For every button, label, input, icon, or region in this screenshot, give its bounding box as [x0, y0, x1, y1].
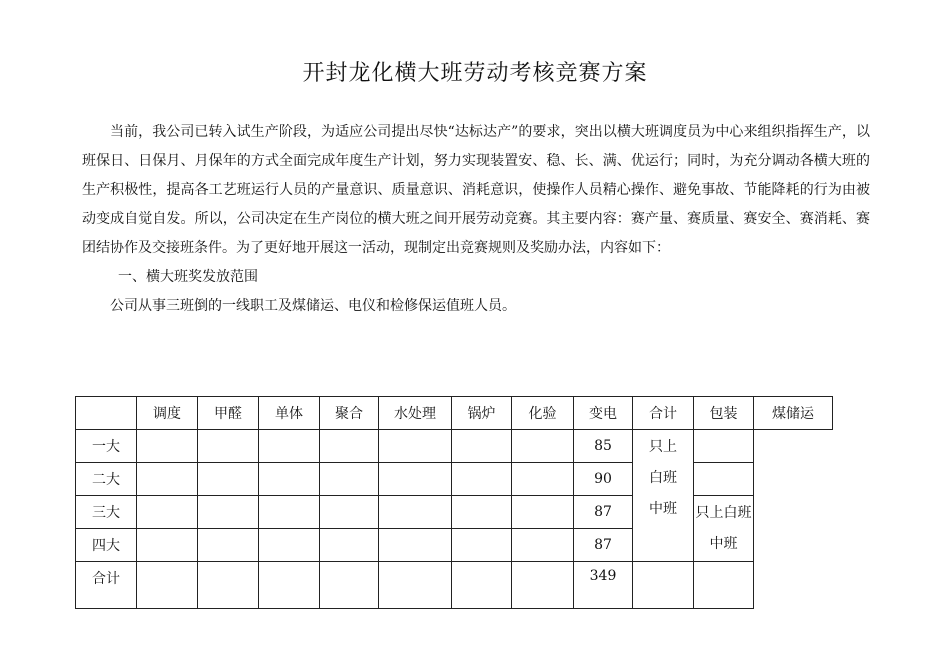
header-cell: 甲醛 — [198, 397, 259, 430]
header-cell: 包装 — [694, 397, 754, 430]
header-cell — [76, 397, 137, 430]
document-title: 开封龙化横大班劳动考核竞赛方案 — [302, 61, 648, 86]
table-total-row — [76, 562, 833, 609]
row-label: 二大 — [76, 463, 137, 496]
row-label: 三大 — [76, 496, 137, 529]
section-heading: 一、横大班奖发放范围 — [118, 269, 258, 285]
header-cell: 聚合 — [320, 397, 379, 430]
header-cell: 煤储运 — [754, 397, 833, 430]
header-cell: 锅炉 — [452, 397, 512, 430]
row-label: 四大 — [76, 529, 137, 562]
row-label: 合计 — [76, 562, 137, 609]
row-total: 87 — [574, 496, 633, 529]
table-row — [76, 463, 833, 496]
row-total: 85 — [574, 430, 633, 463]
header-cell: 化验 — [512, 397, 574, 430]
header-cell: 调度 — [137, 397, 198, 430]
table-row — [76, 496, 833, 529]
header-cell: 水处理 — [379, 397, 452, 430]
award-scope-table — [75, 396, 833, 609]
grand-total: 349 — [574, 562, 633, 609]
packaging-note: 只上白班中班 — [633, 430, 694, 562]
header-cell: 单体 — [259, 397, 320, 430]
row-total: 87 — [574, 529, 633, 562]
document-body — [82, 118, 870, 321]
intro-paragraph: 当前，我公司已转入试生产阶段，为适应公司提出尽快“达标达产”的要求，突出以横大班调度员为中心来组织指挥生产，以班保日、日保月、月保年的方式全面完成年度生产计划，努力实现装置安、稳、长、满、优运行；同时，为充分调动各横大班的生产积极性，提高各工艺班运行人员的产量意识、质量意识、消耗意识，使操作人员精心操作、避免事故、节能降耗的行为由被动变成自觉自发。所以，公司决定在生产岗位的横大班之间开展劳动竞赛。其主要内容：赛产量、赛质量、赛安全、赛消耗、赛团结协作及交接班条件。为了更好地开展这一活动，现制定出竞赛规则及奖励办法，内容如下： — [82, 124, 870, 256]
header-cell: 合计 — [633, 397, 694, 430]
row-label: 一大 — [76, 430, 137, 463]
coal-note: 只上白班中班 — [694, 496, 754, 562]
header-cell: 变电 — [574, 397, 633, 430]
section-text: 公司从事三班倒的一线职工及煤储运、电仪和检修保运值班人员。 — [110, 298, 516, 314]
table-row — [76, 430, 833, 463]
table-header-row — [76, 397, 833, 430]
row-total: 90 — [574, 463, 633, 496]
